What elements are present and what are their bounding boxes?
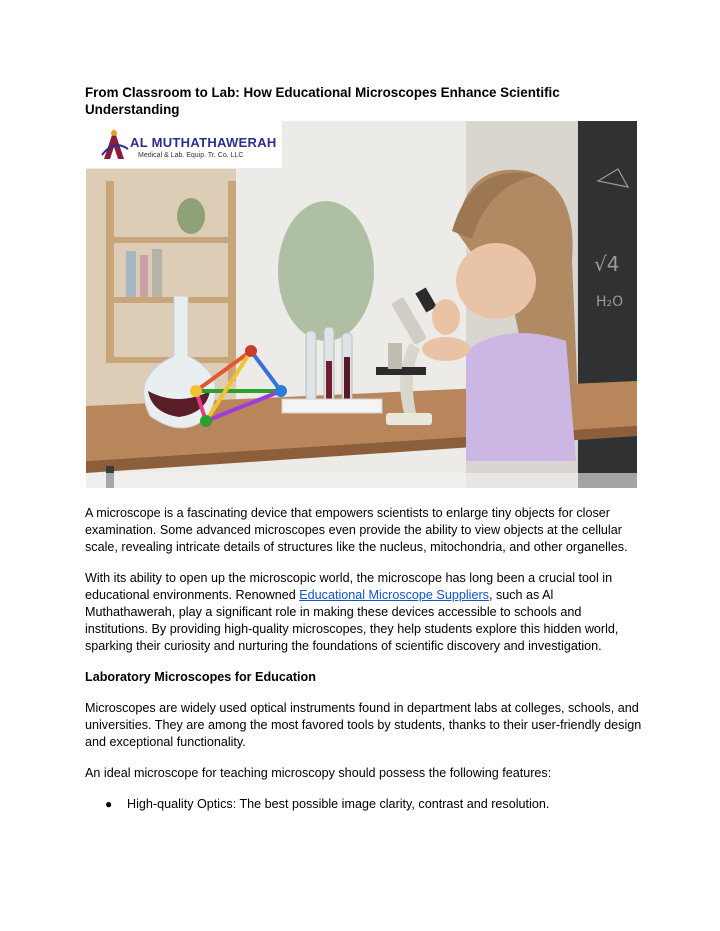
paragraph-suppliers xyxy=(85,570,645,655)
paragraph-usage: Microscopes are widely used optical instruments found in department labs at colleges, schools, and universities. They are among the most favored tools by students, thanks to their user-friendly design and exceptional functionality. xyxy=(85,701,642,749)
company-logo xyxy=(86,121,282,168)
logo-brand-text: AL MUTHATHAWERAH xyxy=(130,135,277,150)
hero-image xyxy=(86,121,637,488)
svg-text:√4: √4 xyxy=(594,252,620,276)
feature-list xyxy=(85,796,645,813)
list-item xyxy=(85,796,645,813)
section-heading: Laboratory Microscopes for Education xyxy=(85,670,316,684)
paragraph-features-intro: An ideal microscope for teaching microscopy should possess the following features: xyxy=(85,766,552,780)
article-body xyxy=(85,505,645,813)
paragraph-suppliers-lead: With its ability to open up the microscopic world, the microscope has long been a crucial tool in educational environments. Renowned xyxy=(85,571,613,602)
bullet-icon: ● xyxy=(105,797,113,811)
list-item-text: High-quality Optics: The best possible image clarity, contrast and resolution. xyxy=(127,797,550,811)
educational-microscope-suppliers-link[interactable]: Educational Microscope Suppliers xyxy=(299,588,489,602)
paragraph-suppliers-rest: , such as Al Muthathawerah, play a significant role in making these devices accessible to schools and institutions. By providing high-quality microscopes, they help students explore this hidden world, sparking their curiosity and nurturing the foundations of scientific discovery and investigation. xyxy=(85,588,619,653)
logo-emblem-icon xyxy=(94,125,134,165)
logo-tagline: Medical & Lab. Equip. Tr. Co. LLC xyxy=(138,152,244,159)
paragraph-intro: A microscope is a fascinating device that empowers scientists to enlarge tiny objects for closer examination. Some advanced microscopes even provide the ability to view objects at the cellular scale, revealing intricate details of structures like the nucleus, mitochondria, and other organelles. xyxy=(85,506,628,554)
document-title: From Classroom to Lab: How Educational Microscopes Enhance Scientific Understanding xyxy=(85,85,560,117)
svg-text:H₂O: H₂O xyxy=(596,294,624,310)
girl-with-microscope-photo xyxy=(86,121,637,488)
